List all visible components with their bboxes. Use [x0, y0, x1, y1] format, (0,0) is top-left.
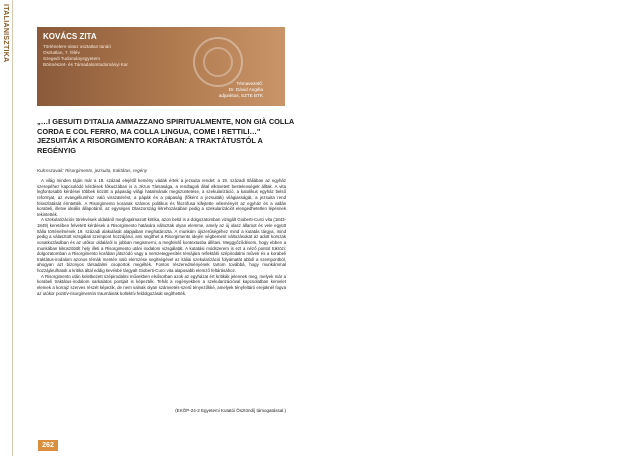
author-banner: [37, 27, 285, 106]
article-body: [37, 178, 286, 296]
section-label: ITALIANISZTIKA: [2, 4, 9, 63]
funding-note: (EKÖP-24-2 Egyetemi Kutatói Ösztöndíj támogatással.): [175, 408, 286, 413]
keywords: Kulcsszavak: Risorgimento, jezsuita, traktátus, regény: [37, 168, 148, 173]
banner-decoration-inner: [203, 47, 233, 77]
sidebar: [0, 0, 13, 456]
paragraph: A Risorgimento után keletkezett szépirodalmi művekben elsősorban azok az egyházat ért kritikák jelennek meg, melyek már a korabeli traktátus-irodalom sarkalatos pontjait is képezték. Tehát a regényekben a szekularizációval kapcsolatban kemelet elemek a korrajz szerves részét képezik, de nem valnak olyan számvetés-szerű tényezőkké, amelyek tényfeltáró erejüknél fogva az utókor pozitív-risorgimentós traumáinak kollektív feldolgozását segíthették.: [37, 273, 286, 296]
article-title: „…I GESUITI D'ITALIA AMMAZZANO SPIRITUALMENTE, NON GIÀ COLLA CORDA E COL FERRO, MA COLLA LINGUA, COME I RETTILI…" JEZSUITÁK A RISORGIMENTO KORÁBAN: A TRAKTÁTUSTÓL A REGÉNYIG: [37, 117, 294, 155]
affiliation-line: Osztatlan, 7. félév: [43, 50, 80, 55]
author-name: KOVÁCS ZITA: [43, 32, 97, 41]
advisor-name: Dr. Dávid Angéla: [228, 87, 263, 92]
page-number: 262: [38, 440, 58, 451]
affiliation-line: Történelem-olasz osztatlan tanári: [43, 44, 111, 49]
advisor-label: Témavezető:: [236, 81, 263, 86]
affiliation-line: Bölcsészet- és Társadalomtudományi Kar: [43, 62, 128, 67]
paragraph: A világ minden táján már a 18. század elejétől kemény vádak értek a jezsuita rendet: a 19. századi Itáliában az egyház szerepéhez kapcsolódó kérdések fókuszában is a Jézus Társasága, a rendtagok által elkövetett bestelenségek álltak. A vita legfontosabb kérdései többek között a pápaság világi hatalmának megszüntetése, a szekularizáció, a katolikus egyház belső reformjat, az evangéliumhoz való visszatérést, a pápák és a pápaság (főként a jezsuiták) világiasságát, a jezsuita rend feloszlatását érintették. A Risorgimento koranak számos politikus és filozófusa kifejtette véleményét az egyház és a vallás korabeli, illetve ideális állapotáról, az egységes Olaszország létrehozásában pedig a szekularizációt elengedhetetlen lépésnek tekintették.: [37, 178, 286, 217]
affiliation-line: Szegedi Tudományegyetem: [43, 56, 100, 61]
advisor-role: adjunktus, SZTE BTK: [218, 93, 263, 98]
sidebar-divider: [12, 0, 13, 456]
paragraph: A szekularizációs törekvések oldaláról megfogalmazott kritika, azon belül is a dolgozatomban vizsgált Gioberti-Curci vita (1843-1849) keretében felvetett kérdések a Risorgimento hatására változtak olyan elemme, amely az új olasz államot és vele együtt Itália történelmének 19. századi alakulását alapjaiban meghatározta. A munkám újszerűségéhez mind a kutatás tárgya, mind pedig a választott vizsgálati szempont hozzájárul, ami segíthet a Risorgimento idején végbement változásokat az adott korszak vonatkozásában és az utókor oldaláról is jobban megismerni, a megfelelő kontextusba állítani. Meggyőződésem, hogy ebben a munkában kiküszöbölt hely illeti a Risorgimento utáni irodalom vizsgálatát. A kutatási módszerem is ezt a néző pontot tükrözi: dolgozatomban a Risorgimento korában játszódó vagy a nemzetegyesítés témájára reflektáló szépirodalmi művek és a korabeli traktátus-irodalom azonos témák mentén való elemzése segítségével az itáliai szekularizáció folyamatát abból a szempontból, ahogyan azt bizonyos társadalmi csoportok megélték. Fontos részeredményének tartom továbbá, hogy munkámmal hozzájárulhatok a kritika által eddig kevésbé tárgyalt Gioberti-Curci vita alaposabb elemző feltárásához.: [37, 217, 286, 273]
